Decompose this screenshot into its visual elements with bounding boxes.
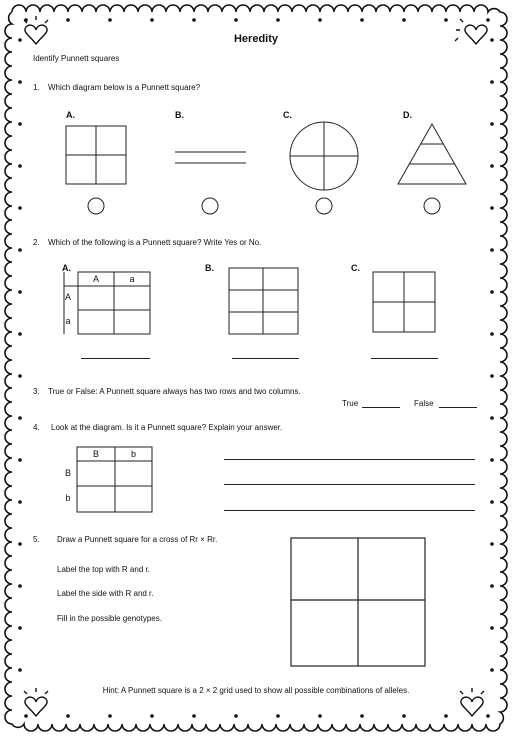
border-dot — [19, 165, 21, 167]
answer-circle-b[interactable] — [202, 198, 218, 214]
q2-option-b-grid — [229, 268, 298, 334]
q2-answer-line-a[interactable] — [81, 358, 150, 359]
border-dot — [491, 81, 493, 83]
q4-text: Look at the diagram. Is it a Punnett square? Explain your answer. — [51, 423, 283, 432]
border-dot — [491, 585, 493, 587]
border-dot — [19, 207, 21, 209]
border-dot — [19, 459, 21, 461]
q2-text: Which of the following is a Punnett square? Write Yes or No. — [48, 238, 262, 247]
border-dot — [67, 19, 69, 21]
border-dot — [19, 81, 21, 83]
q2-table-top-2: a — [129, 274, 135, 284]
border-dot — [361, 19, 363, 21]
border-dot — [151, 19, 153, 21]
border-dot — [491, 291, 493, 293]
q3-false-label: False — [414, 399, 434, 408]
border-dot — [491, 501, 493, 503]
q2-option-c-grid — [373, 272, 435, 332]
q3-true-label: True — [342, 399, 359, 408]
hint-text: Hint: A Punnett square is a 2 × 2 grid used to show all possible combinations of alleles. — [102, 686, 410, 695]
border-dot — [19, 669, 21, 671]
q4-table-side-2: b — [65, 493, 71, 503]
border-dot — [19, 123, 21, 125]
border-dot — [487, 19, 489, 21]
border-dot — [277, 715, 279, 717]
answer-circle-d[interactable] — [424, 198, 440, 214]
border-dot — [19, 585, 21, 587]
q1-option-a: A. — [66, 110, 75, 120]
border-dot — [491, 207, 493, 209]
border-dot — [19, 333, 21, 335]
border-dot — [19, 417, 21, 419]
q5-drawing-box — [291, 538, 425, 666]
q2-number: 2. — [33, 238, 40, 247]
q4-table-top-1: B — [92, 449, 99, 459]
q1-option-a-grid — [66, 126, 126, 184]
border-dot — [109, 19, 111, 21]
border-dot — [109, 715, 111, 717]
border-dot — [445, 19, 447, 21]
q2-table-top-1: A — [92, 274, 99, 284]
border-dot — [487, 715, 489, 717]
q2-option-b: B. — [205, 263, 214, 273]
q1-text: Which diagram below is a Punnett square? — [48, 83, 201, 92]
border-dot — [19, 501, 21, 503]
q4-answer-line-3[interactable] — [224, 510, 475, 511]
q5-number: 5. — [33, 535, 40, 544]
border-dot — [319, 715, 321, 717]
q2-answer-line-b[interactable] — [232, 358, 299, 359]
q5-step-2: Label the side with R and r. — [57, 589, 154, 598]
q1-option-c: C. — [283, 110, 292, 120]
border-dot — [491, 333, 493, 335]
q3-false-line[interactable] — [439, 407, 477, 408]
q1-option-c-circle — [290, 122, 358, 190]
border-dot — [235, 19, 237, 21]
q4-table-top-2: b — [130, 449, 136, 459]
border-dot — [193, 715, 195, 717]
q1-number: 1. — [33, 83, 40, 92]
border-dot — [491, 669, 493, 671]
q4-number: 4. — [33, 423, 40, 432]
border-dot — [361, 715, 363, 717]
q3-true-line[interactable] — [362, 407, 400, 408]
border-dot — [403, 715, 405, 717]
border-dot — [19, 627, 21, 629]
border-dot — [491, 627, 493, 629]
border-dot — [491, 249, 493, 251]
border-dot — [445, 715, 447, 717]
border-dot — [235, 715, 237, 717]
border-dot — [25, 715, 27, 717]
q4-answer-line-2[interactable] — [224, 484, 475, 485]
border-dot — [491, 459, 493, 461]
border-dot — [19, 249, 21, 251]
q1-option-b-lines — [175, 152, 246, 163]
q1-option-d-triangle — [398, 124, 466, 184]
border-dot — [491, 165, 493, 167]
q4-table-side-1: B — [64, 468, 71, 478]
answer-circle-a[interactable] — [88, 198, 104, 214]
border-dot — [67, 715, 69, 717]
q4-answer-line-1[interactable] — [224, 459, 475, 460]
border-dot — [19, 543, 21, 545]
q1-option-b: B. — [175, 110, 184, 120]
border-dot — [19, 291, 21, 293]
border-dot — [19, 375, 21, 377]
page-title: Heredity — [233, 33, 279, 45]
q2-option-a: A. — [62, 263, 71, 273]
q5-text: Draw a Punnett square for a cross of Rr × Rr. — [57, 535, 218, 544]
border-dot — [491, 417, 493, 419]
border-dot — [319, 19, 321, 21]
border-dot — [277, 19, 279, 21]
border-dot — [491, 123, 493, 125]
border-dot — [151, 715, 153, 717]
border-dot — [491, 543, 493, 545]
q5-step-1: Label the top with R and r. — [57, 565, 150, 574]
q5-step-3: Fill in the possible genotypes. — [57, 614, 162, 623]
q3-text: True or False: A Punnett square always has two rows and two columns. — [48, 387, 301, 396]
q1-option-d: D. — [403, 110, 412, 120]
q2-answer-line-c[interactable] — [371, 358, 438, 359]
border-dot — [403, 19, 405, 21]
q2-option-c: C. — [351, 263, 360, 273]
border-dot — [193, 19, 195, 21]
q2-table-side-1: A — [64, 292, 71, 302]
q3-number: 3. — [33, 387, 40, 396]
answer-circle-c[interactable] — [316, 198, 332, 214]
page-subtitle: Identify Punnett squares — [33, 54, 120, 63]
border-dot — [491, 375, 493, 377]
q2-table-side-2: a — [65, 316, 71, 326]
